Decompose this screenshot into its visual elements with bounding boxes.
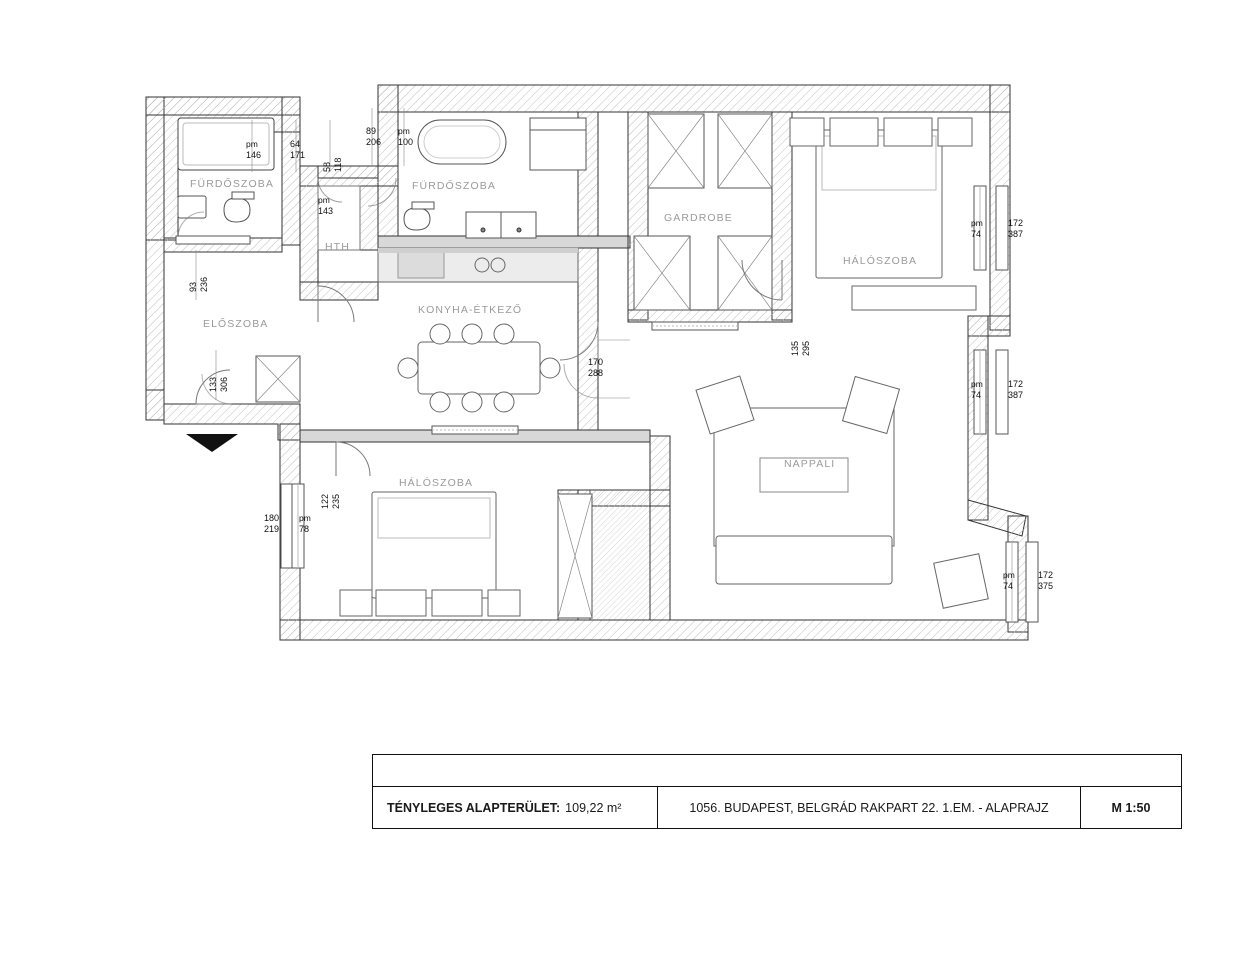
dimension-value-bottom: 295 [800,340,811,356]
dimension-value-top: 58 [322,161,332,172]
dimension-172-387-a [1008,218,1023,239]
dimension-pm-74-b [971,379,983,400]
dimension-122-235 [320,494,341,509]
area-label: TÉNYLEGES ALAPTERÜLET: [387,800,561,815]
dimension-58-118 [322,158,343,172]
dimension-pm-label: pm [318,195,330,205]
room-label-gardrobe: GARDROBE [664,212,733,224]
dimension-bath1-door [246,139,261,160]
room-label-furdoszoba-1: FÜRDŐSZOBA [190,178,274,190]
dimension-value-bottom: 219 [264,523,280,534]
title-block [372,754,1182,829]
dimension-pm-78 [299,513,311,534]
dimension-pm-label: pm [299,513,311,523]
dimension-value-bottom: 171 [290,149,306,160]
dimension-pm-74-a [971,218,983,239]
dimension-135-295 [790,341,811,356]
dimension-value-top: 172 [1008,379,1024,389]
dimension-value-top: 170 [588,357,604,367]
dimension-value-top: 135 [790,340,800,356]
title-block-project-cell: 1056. BUDAPEST, BELGRÁD RAKPART 22. 1.EM. - ALAPRAJZ [658,787,1081,828]
dimension-value-top: 93 [188,281,198,292]
dimension-value-top: 172 [1038,570,1054,580]
dimension-pm-143 [318,195,333,216]
dimension-value-top: 100 [398,136,414,147]
dimension-value-bottom: 306 [218,376,229,392]
dimension-172-375 [1038,570,1053,591]
dimension-value-bottom: 235 [330,493,341,509]
room-label-nappali: NAPPALI [784,458,836,470]
title-block-area-cell [373,787,658,828]
dimension-pm-label: pm [971,379,983,389]
dimension-value-top: 122 [320,493,330,509]
dimension-value-bottom: 387 [1008,389,1024,400]
room-label-eloszoba: ELŐSZOBA [203,318,269,330]
title-block-empty-row [373,755,1181,787]
room-label-konyha-etkezo: KONYHA-ÉTKEZŐ [418,304,523,316]
dimension-133-306 [208,377,229,392]
dimension-value-top: 74 [971,389,982,400]
room-label-hth: HTH [325,241,350,253]
dimension-value-top: 78 [299,523,310,534]
dimension-93-236 [188,277,209,292]
dimension-value-bottom: 288 [588,367,604,378]
dimension-value-top: 172 [1008,218,1024,228]
dimension-pm-label: pm [971,218,983,228]
dimension-pm-label: pm [1003,570,1015,580]
dimension-value-top: 74 [971,228,982,239]
dimension-89-206 [366,126,381,147]
dimension-170-288 [588,357,603,378]
dimension-value-top: 133 [208,376,218,392]
area-value: 109,22 m² [565,800,622,815]
dimension-64-171 [290,139,305,160]
dimension-pm-label: pm [398,126,410,136]
dimension-pm-74-c [1003,570,1015,591]
dimension-value-bottom: 387 [1008,228,1024,239]
dimension-value-top: 180 [264,513,280,523]
dimension-value-bottom: 206 [366,136,382,147]
room-label-furdoszoba-2: FÜRDŐSZOBA [412,180,496,192]
entrance-arrow-icon [186,434,238,452]
dimension-172-387-b [1008,379,1023,400]
dimension-value-bottom: 236 [198,276,209,292]
dimension-value-top: 64 [290,139,301,149]
dimension-value-bottom: 375 [1038,580,1054,591]
room-label-haloszoba-2: HÁLÓSZOBA [399,477,474,489]
dimension-pm-label: pm [246,139,258,149]
title-block-scale-cell: M 1:50 [1111,800,1151,815]
dimension-pm-100 [398,126,413,147]
dimension-value-top: 146 [246,149,262,160]
room-label-haloszoba-1: HÁLÓSZOBA [843,255,918,267]
dimension-value-top: 89 [366,126,377,136]
dimension-value-bottom: 118 [332,157,343,172]
dimension-value-top: 143 [318,205,334,216]
dimension-value-top: 74 [1003,580,1014,591]
dimension-180-219 [264,513,279,534]
